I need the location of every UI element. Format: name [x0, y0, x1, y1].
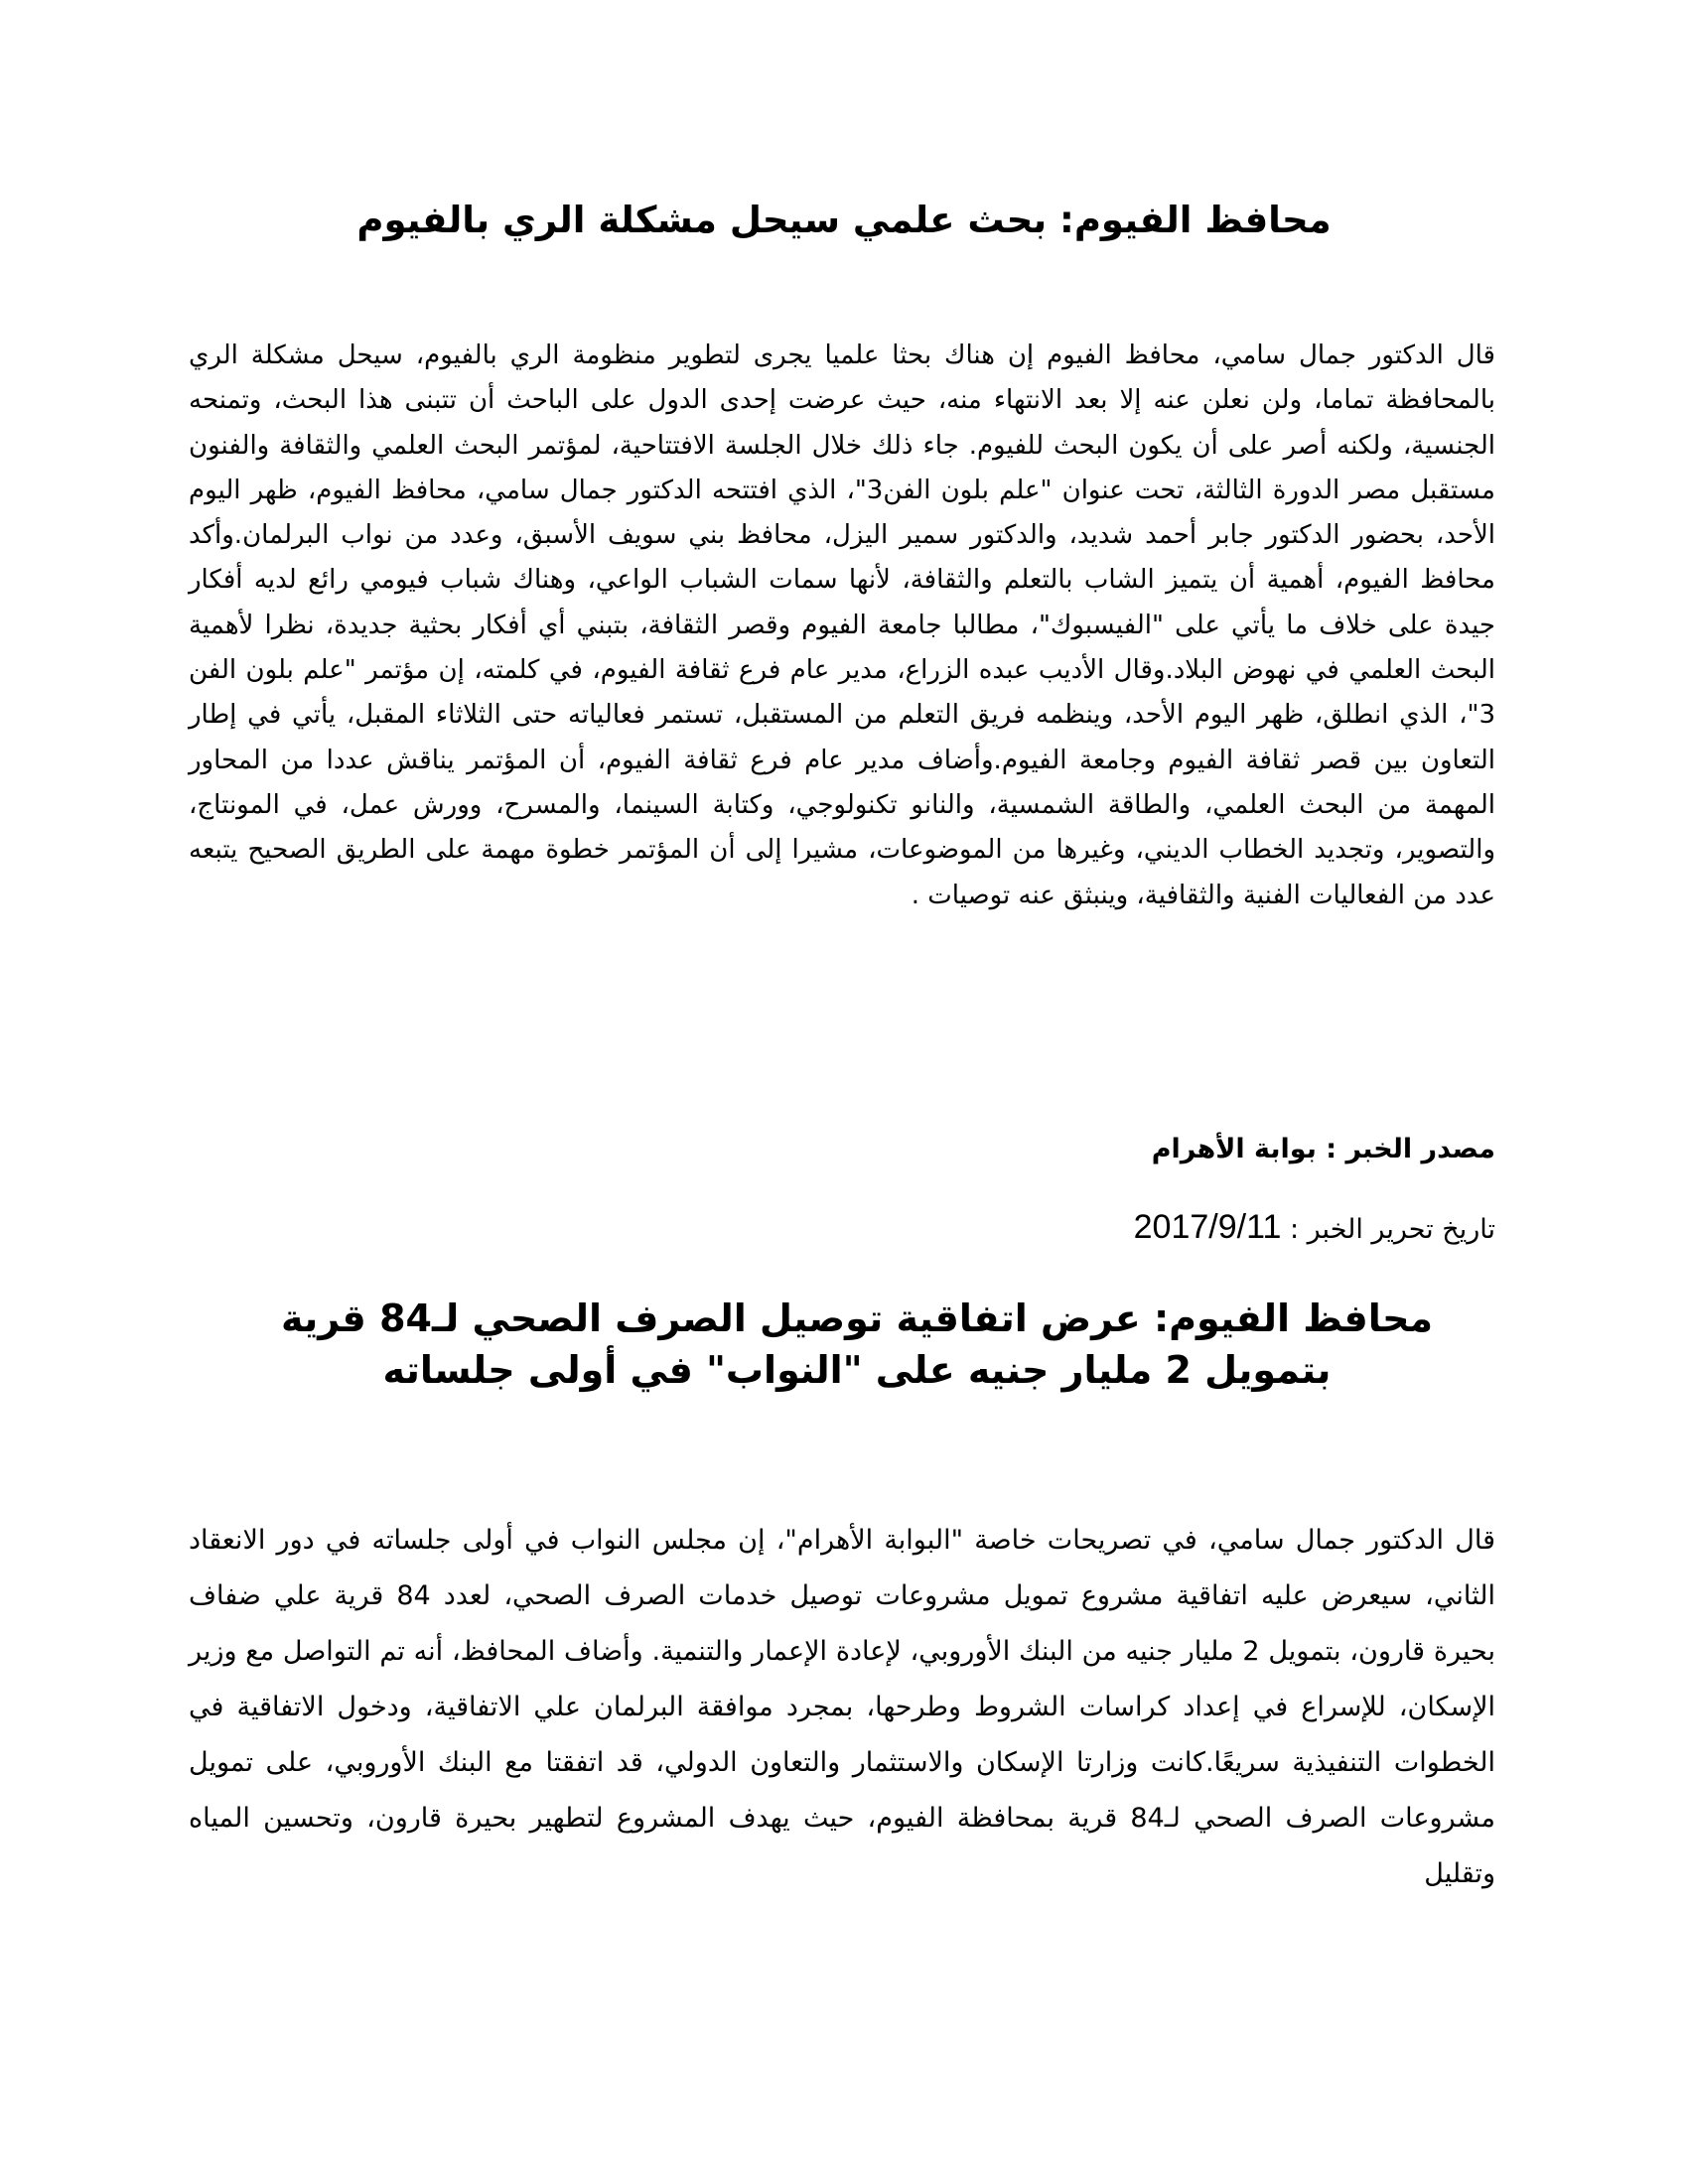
article-1-body: قال الدكتور جمال سامي، محافظ الفيوم إن هناك بحثا علميا يجرى لتطوير منظومة الري بالفيوم، سيحل مشكلة الري بالمحافظة تماما، ولن نعلن عنه إلا بعد الانتهاء منه، حيث عرضت إحدى الدول على الباحث أن تتبنى هذا البحث، وتمنحه الجنسية، ولكنه أصر على أن يكون البحث للفيوم. جاء ذلك خلال الجلسة الافتتاحية، لمؤتمر البحث العلمي والثقافة والفنون مستقبل مصر الدورة الثالثة، تحت عنوان "علم بلون الفن3"، الذي افتتحه الدكتور جمال سامي، محافظ الفيوم، ظهر اليوم الأحد، بحضور الدكتور جابر أحمد شديد، والدكتور سمير اليزل، محافظ بني سويف الأسبق، وعدد من نواب البرلمان.وأكد محافظ الفيوم، أهمية أن يتميز الشاب بالتعلم والثقافة، لأنها سمات الشباب الواعي، وهناك شباب فيومي رائع لديه أفكار جيدة على خلاف ما يأتي على "الفيسبوك"، مطالبا جامعة الفيوم وقصر الثقافة، بتبني أي أفكار بحثية جديدة، نظرا لأهمية البحث العلمي في نهوض البلاد.وقال الأديب عبده الزراع، مدير عام فرع ثقافة الفيوم، في كلمته، إن مؤتمر "علم بلون الفن 3"، الذي انطلق، ظهر اليوم الأحد، وينظمه فريق التعلم من المستقبل، تستمر فعالياته حتى الثلاثاء المقبل، يأتي في إطار التعاون بين قصر ثقافة الفيوم وجامعة الفيوم.وأضاف مدير عام فرع ثقافة الفيوم، أن المؤتمر يناقش عددا من المحاور المهمة من البحث العلمي، والطاقة الشمسية، والنانو تكنولوجي، وكتابة السينما، والمسرح، وورش عمل، في المونتاج، والتصوير، وتجديد الخطاب الديني، وغيرها من الموضوعات، مشيرا إلى أن المؤتمر خطوة مهمة على الطريق الصحيح يتبعه عدد من الفعاليات الفنية والثقافية، وينبثق عنه توصيات .: [189, 341, 1495, 910]
news-source-line: [1152, 1130, 1495, 1169]
news-source-value: بوابة الأهرام: [1151, 1134, 1317, 1164]
article-2-body: قال الدكتور جمال سامي، في تصريحات خاصة "البوابة الأهرام"، إن مجلس النواب في أولى جلساته في دور الانعقاد الثاني، سيعرض عليه اتفاقية مشروع تمويل مشروعات توصيل خدمات الصرف الصحي، لعدد 84 قرية علي ضفاف بحيرة قارون، بتمويل 2 مليار جنيه من البنك الأوروبي، لإعادة الإعمار والتنمية. وأضاف المحافظ، أنه تم التواصل مع وزير الإسكان، للإسراع في إعداد كراسات الشروط وطرحها، بمجرد موافقة البرلمان علي الاتفاقية، ودخول الاتفاقية في الخطوات التنفيذية سريعًا.كانت وزارتا الإسكان والاستثمار والتعاون الدولي، قد اتفقتا مع البنك الأوروبي، على تمويل مشروعات الصرف الصحي لـ84 قرية بمحافظة الفيوم، حيث يهدف المشروع لتطهير بحيرة قارون، وتحسين المياه وتقليل: [189, 1525, 1495, 1889]
news-source-label: مصدر الخبر :: [1326, 1134, 1495, 1164]
news-date-value: 2017/9/11: [1133, 1208, 1282, 1246]
article-1-title: محافظ الفيوم: بحث علمي سيحل مشكلة الري بالفيوم: [356, 199, 1332, 241]
article-2-title: محافظ الفيوم: عرض اتفاقية توصيل الصرف الصحي لـ84 قرية بتمويل 2 مليار جنيه على "النواب" في أولى جلساته: [280, 1297, 1433, 1392]
news-date-label: تاريخ تحرير الخبر :: [1289, 1214, 1495, 1245]
news-date-line: [1134, 1207, 1495, 1250]
